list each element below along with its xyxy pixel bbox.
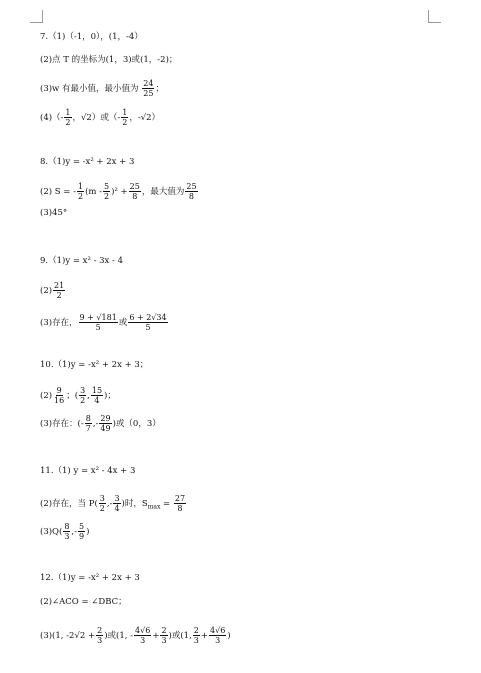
fraction: $\frac{3}{4}$ [114,494,120,513]
q8-line-1: 8.（1)y = -x² + 2x + 3 [40,157,135,167]
fraction: $\frac{9}{16}$ [54,386,65,405]
fraction: $\frac{3}{2}$ [80,386,86,405]
q12-line-3: (3)(1, -2√2 + $\frac{2}{3}$ )或(1, - $\frac{4√6}{3}$ + $\frac{2}{3}$ )或(1, $\frac{2}{3}$ + $\frac{4√6}{3}$ ) [40,626,231,645]
fraction: $\frac{4√6}{3}$ [210,626,226,645]
fraction: $\frac{1}{2}$ [122,108,128,127]
fraction: $\frac{2}{3}$ [193,626,199,645]
q9-line-2: (2) $\frac{21}{2}$ [40,281,65,300]
fraction: $\frac{5}{9}$ [79,522,85,541]
fraction: $\frac{25}{8}$ [129,182,140,201]
fraction: $\frac{1}{2}$ [77,182,84,201]
fraction: $\frac{15}{4}$ [91,386,103,405]
q9-line-3: (3)存在， $\frac{9 + √181}{5}$ 或 $\frac{6 + 2√34}{5}$ [40,313,167,332]
q7-line-1: 7.（1)（-1，0），(1，-4） [40,32,143,42]
q12-line-2: (2)∠ACO = ∠DBC； [40,597,127,607]
q9-line-1: 9.（1)y = x² - 3x - 4 [40,256,124,266]
q7-line-3: (3)w 有最小值，最小值为 $\frac{24}{25}$ ； [40,79,164,98]
fraction: $\frac{21}{2}$ [54,281,65,300]
fraction: $\frac{4√6}{3}$ [135,626,151,645]
fraction: $\frac{5}{2}$ [104,182,110,201]
fraction: $\frac{27}{8}$ [174,494,186,513]
crop-mark-top-left [30,10,43,23]
q7-line-4: (4)（- $\frac{1}{2}$ ，√2）或（- $\frac{1}{2}$ ，-√2） [40,108,161,127]
fraction: $\frac{2}{3}$ [97,626,103,645]
q10-line-2: (2) $\frac{9}{16}$ ；( $\frac{3}{2}$ , $\frac{15}{4}$ )； [40,386,116,405]
fraction: $\frac{8}{3}$ [64,522,70,541]
fraction: $\frac{6 + 2√34}{5}$ [129,313,167,332]
fraction: $\frac{1}{2}$ [65,108,71,127]
q11-line-3: (3)Q( $\frac{8}{3}$ ,- $\frac{5}{9}$ ) [40,522,90,541]
fraction: $\frac{3}{2}$ [99,494,105,513]
fraction: $\frac{24}{25}$ [143,79,154,98]
q12-line-1: 12.（1)y = -x² + 2x + 3 [40,573,140,583]
fraction: $\frac{25}{8}$ [186,182,197,201]
q10-line-3: (3)存在：(- $\frac{8}{7}$ ,- $\frac{29}{49}$ )或（0，3） [40,414,161,433]
q8-line-2: (2) S = - $\frac{1}{2}$ (m - $\frac{5}{2}$ )² + $\frac{25}{8}$ ，最大值为 $\frac{25}{8}$ [40,182,197,201]
q11-line-1: 11.（1) y = x² - 4x + 3 [40,466,136,476]
fraction: $\frac{29}{49}$ [100,414,111,433]
q8-line-3: (3)45° [40,208,68,218]
fraction: $\frac{8}{7}$ [85,414,91,433]
fraction: $\frac{9 + √181}{5}$ [79,313,117,332]
fraction: $\frac{2}{3}$ [161,626,167,645]
q7-line-2: (2)点 T 的坐标为(1，3)或(1，-2)； [40,55,178,65]
q10-line-1: 10.（1)y = -x² + 2x + 3； [40,360,149,370]
q11-line-2: (2)存在，当 P( $\frac{3}{2}$ ,- $\frac{3}{4}$ )时，$S_{max}$ = $\frac{27}{8}$ [40,494,186,513]
crop-mark-top-right [428,10,441,23]
